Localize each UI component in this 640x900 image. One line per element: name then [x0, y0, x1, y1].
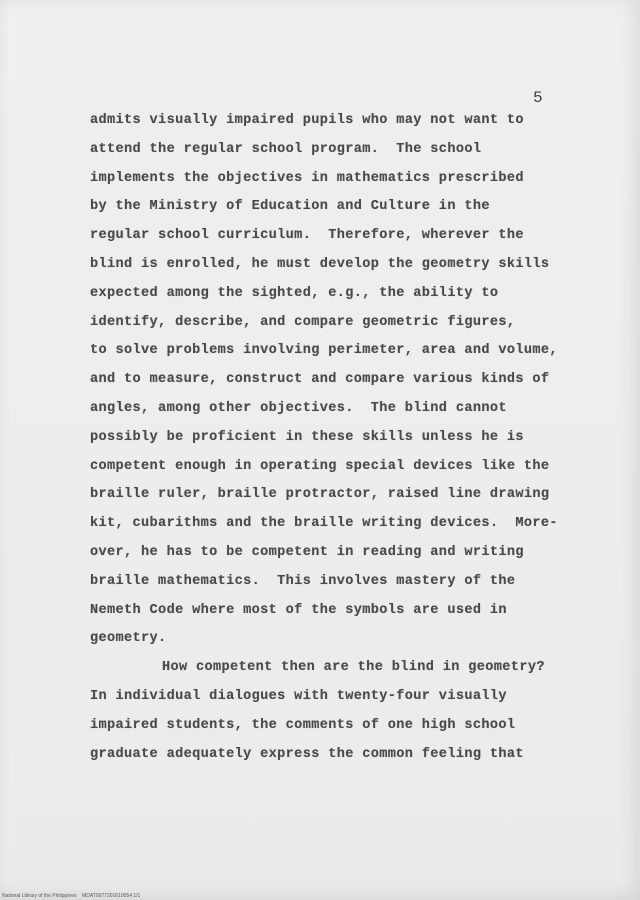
text-line: regular school curriculum. Therefore, wherever the	[90, 228, 524, 244]
text-line: How competent then are the blind in geometry?	[162, 660, 545, 676]
text-line: graduate adequately express the common feeling that	[90, 746, 524, 762]
text-line: to solve problems involving perimeter, area and volume,	[90, 343, 558, 359]
text-line: braille ruler, braille protractor, raised line drawing	[90, 487, 550, 503]
text-line: possibly be proficient in these skills unless he is	[90, 429, 524, 445]
text-line: blind is enrolled, he must develop the geometry skills	[90, 256, 550, 272]
text-line: and to measure, construct and compare various kinds of	[90, 372, 550, 388]
paragraph	[90, 654, 610, 769]
text-line: braille mathematics. This involves mastery of the	[90, 573, 516, 589]
text-line: Nemeth Code where most of the symbols are used in	[90, 602, 507, 618]
text-line: expected among the sighted, e.g., the ability to	[90, 285, 499, 301]
text-line: admits visually impaired pupils who may not want to	[90, 113, 524, 128]
text-line: kit, cubarithms and the braille writing devices. More-	[90, 516, 558, 532]
text-line: angles, among other objectives. The blind cannot	[90, 400, 507, 416]
text-line: identify, describe, and compare geometric figures,	[90, 314, 516, 330]
scan-footer-caption: National Library of the Philippines MDAT0077201610054 1/1	[2, 893, 141, 899]
text-line: attend the regular school program. The school	[90, 141, 482, 157]
text-line: In individual dialogues with twenty-four visually	[90, 688, 507, 704]
text-line: impaired students, the comments of one high school	[90, 717, 516, 733]
text-line: over, he has to be competent in reading and writing	[90, 544, 524, 560]
text-line: by the Ministry of Education and Culture in the	[90, 199, 490, 215]
text-line: implements the objectives in mathematics prescribed	[90, 170, 524, 186]
paragraph	[90, 107, 610, 654]
body-text	[90, 107, 610, 769]
text-line: competent enough in operating special devices like the	[90, 458, 550, 474]
page-number: 5	[533, 89, 543, 107]
text-line: geometry.	[90, 631, 167, 647]
